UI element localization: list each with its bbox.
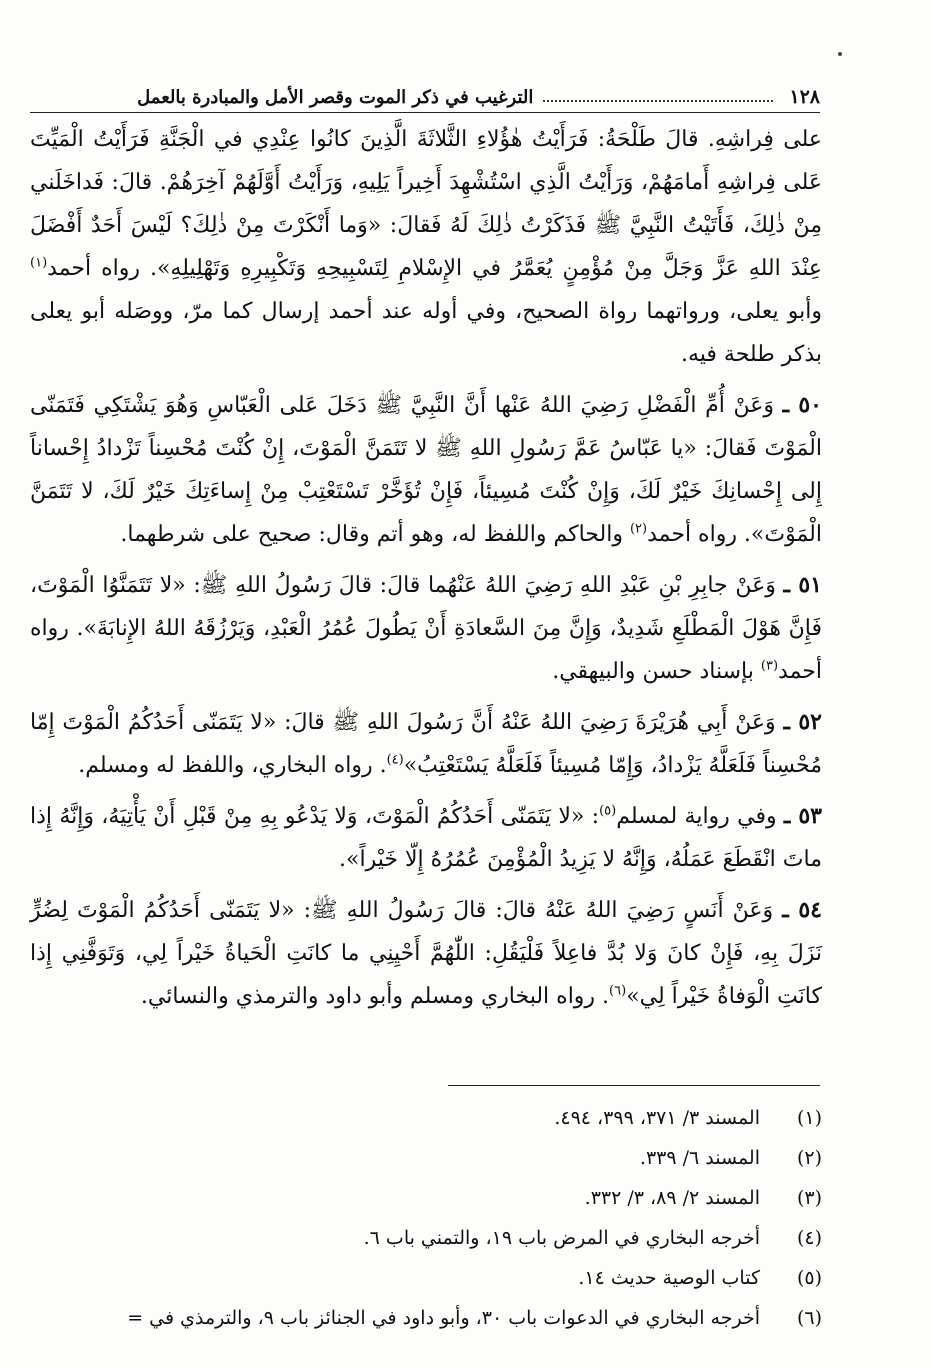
hadith-52: [30, 701, 822, 787]
paragraph-text: وفي رواية لمسلم: [616, 804, 784, 829]
footnote-number: (٤): [796, 1227, 822, 1249]
footnote-number: (٢): [796, 1147, 822, 1169]
footnote-separator: [448, 1085, 820, 1086]
footnote-ref[interactable]: (٥): [599, 803, 617, 819]
footnote-text: المسند ٢/ ٨٩، ٣/ ٣٣٢.: [584, 1187, 760, 1209]
footnote-item: [30, 1098, 822, 1138]
footnote-text: أخرجه البخاري في الدعوات باب ٣٠، وأبو داود في الجنائز باب ٩، والترمذي في =: [127, 1307, 760, 1329]
footnote-item: [30, 1178, 822, 1218]
footnote-text: كتاب الوصية حديث ١٤.: [578, 1267, 760, 1289]
paragraph-text: وَعَنْ أَنَسٍ رَضِيَ اللهُ عَنْهُ قالَ: قالَ رَسُولُ اللهِ ﷺ: «لا يَتَمَنّى أَحَدُكُمُ الْمَوْتَ لِضُرٍّ نَزَلَ بِهِ، فَإِنْ كانَ وَلا بُدَّ فاعِلاً فَلْيَقُلِ: اللّٰهُمَّ أَحْيِنِي ما كانَتِ الْحَياةُ خَيْراً لِي، وَتَوَفَّنِي إِذا كانَتِ الْوَفاةُ خَيْراً لِي»: [30, 898, 822, 1009]
hadith-number: ٥٣ ـ: [783, 803, 822, 829]
footnote-item: [30, 1218, 822, 1258]
hadith-51: [30, 564, 822, 693]
hadith-number: ٥٢ ـ: [783, 709, 822, 735]
paragraph-tail: . رواه البخاري ومسلم وأبو داود والترمذي والنسائي.: [140, 984, 610, 1009]
footnote-ref[interactable]: (٦): [609, 983, 627, 999]
paragraph-tail: والحاكم واللفظ له، وهو أتم وقال: صحيح على شرطهما.: [120, 522, 630, 547]
running-header: [30, 78, 820, 113]
paragraph-tail: بإسناد حسن والبيهقي.: [552, 659, 761, 684]
paragraph-text: وَعَنْ أَبِي هُرَيْرَةَ رَضِيَ اللهُ عَنْهُ أَنَّ رَسُولَ اللهِ ﷺ قالَ: «لا يَتَمَنّى أَحَدُكُمُ الْمَوْتَ إِمّا مُحْسِناً فَلَعَلَّهُ يَزْدادُ، وَإِمّا مُسِيئاً فَلَعَلَّهُ يَسْتَعْتِبُ»: [30, 710, 822, 778]
page-dot-mark: [838, 52, 842, 56]
footnote-ref[interactable]: (٢): [629, 521, 648, 537]
footnote-number: (٥): [796, 1267, 822, 1289]
footnote-text: المسند ٣/ ٣٧١، ٣٩٩، ٤٩٤.: [554, 1107, 760, 1129]
page-number: ١٢٨: [789, 86, 820, 108]
hadith-50: [30, 384, 822, 556]
hadith-number: ٥١ ـ: [783, 572, 822, 598]
paragraph-text: وَعَنْ أُمِّ الْفَضْلِ رَضِيَ اللهُ عَنْها أَنَّ النَّبِيَّ ﷺ دَخَلَ عَلى الْعَبّاسِ وَهُوَ يَشْتَكِي فَتَمَنّى الْمَوْتَ فَقالَ: «يا عَبّاسُ عَمَّ رَسُولِ اللهِ ﷺ لا تَتَمَنَّ الْمَوْتَ، إِنْ كُنْتَ مُحْسِناً تَزْدادُ إِحْساناً إِلى إِحْسانِكَ خَيْرٌ لَكَ، وَإِنْ كُنْتَ مُسِيئاً، فَإِنْ تُؤَخَّرْ تَسْتَعْتِبْ مِنْ إِساءَتِكَ خَيْرٌ لَكَ، لا تَتَمَنَّ الْمَوْتَ». رواه أحمد: [30, 393, 822, 547]
paragraph-text: وَعَنْ جابِرِ بْنِ عَبْدِ اللهِ رَضِيَ اللهُ عَنْهُما قالَ: قالَ رَسُولُ اللهِ ﷺ: «لا تَتَمَنَّوُا الْمَوْتَ، فَإِنَّ هَوْلَ الْمَطْلَعِ شَدِيدٌ، وَإِنَّ مِنَ السَّعادَةِ أَنْ يَطُولَ عُمُرُ الْعَبْدِ، وَيَرْزُقَهُ اللهُ الإِنابَةَ». رواه أحمد: [30, 573, 822, 684]
footnote-number: (١): [796, 1107, 822, 1129]
footnote-item: [30, 1298, 822, 1338]
header-dot-leader: [543, 100, 773, 102]
paragraph-tail: وأبو يعلى، ورواتهما رواة الصحيح، وفي أوله عند أحمد إرسال كما مرّ، ووصَله أبو يعلى بذكر طلحة فيه.: [30, 299, 822, 367]
hadith-number: ٥٠ ـ: [782, 392, 822, 418]
hadith-53: [30, 795, 822, 881]
paragraph-continuation: [30, 118, 822, 376]
footnotes: [30, 1098, 822, 1338]
paragraph-tail: . رواه البخاري، واللفظ له ومسلم.: [78, 753, 387, 778]
footnote-text: أخرجه البخاري في المرض باب ١٩، والتمني باب ٦.: [363, 1227, 760, 1249]
footnote-item: [30, 1258, 822, 1298]
main-text: [30, 118, 822, 1026]
hadith-54: [30, 889, 822, 1018]
paragraph-text: على فِراشِهِ. قالَ طَلْحَةُ: فَرَأَيْتُ هٰؤُلاءِ الثَّلاثَةَ الَّذِينَ كانُوا عِنْدِي في الْجَنَّةِ فَرَأَيْتُ الْمَيِّتَ عَلى فِراشِهِ أَمامَهُمْ، وَرَأَيْتُ الَّذِي اسْتُشْهِدَ أَخِيراً يَلِيهِ، وَرَأَيْتُ أَوَّلَهُمْ آخِرَهُمْ. قالَ: فَداخَلَني مِنْ ذٰلِكَ، فَأَتَيْتُ النَّبِيَّ ﷺ فَذَكَرْتُ ذٰلِكَ لَهُ فَقالَ: «وَما أَنْكَرْتَ مِنْ ذٰلِكَ؟ لَيْسَ أَحَدٌ أَفْضَلَ عِنْدَ اللهِ عَزَّ وَجَلَّ مِنْ مُؤْمِنٍ يُعَمَّرُ في الإِسْلامِ لِتَسْبِيحِهِ وَتَكْبِيرِهِ وَتَهْلِيلِهِ». رواه أحمد: [30, 127, 822, 281]
footnote-number: (٦): [796, 1307, 822, 1329]
hadith-number: ٥٤ ـ: [782, 897, 822, 923]
footnote-number: (٣): [796, 1187, 822, 1209]
footnote-ref[interactable]: (٣): [760, 658, 779, 674]
paragraph-tail: : «لا يَتَمَنّى أَحَدُكُمُ الْمَوْتَ، وَلا يَدْعُو بِهِ مِنْ قَبْلِ أَنْ يَأْتِيَهُ، وَإِنَّهُ إِذا ماتَ انْقَطَعَ عَمَلُهُ، وَإِنَّهُ لا يَزِيدُ الْمُؤْمِنَ عُمُرُهُ إِلّا خَيْراً».: [30, 804, 822, 872]
footnote-text: المسند ٦/ ٣٣٩.: [639, 1147, 760, 1169]
running-title: الترغيب في ذكر الموت وقصر الأمل والمبادرة بالعمل: [137, 87, 534, 108]
footnote-item: [30, 1138, 822, 1178]
footnote-ref[interactable]: (٤): [386, 752, 404, 768]
footnote-ref[interactable]: (١): [30, 255, 48, 271]
